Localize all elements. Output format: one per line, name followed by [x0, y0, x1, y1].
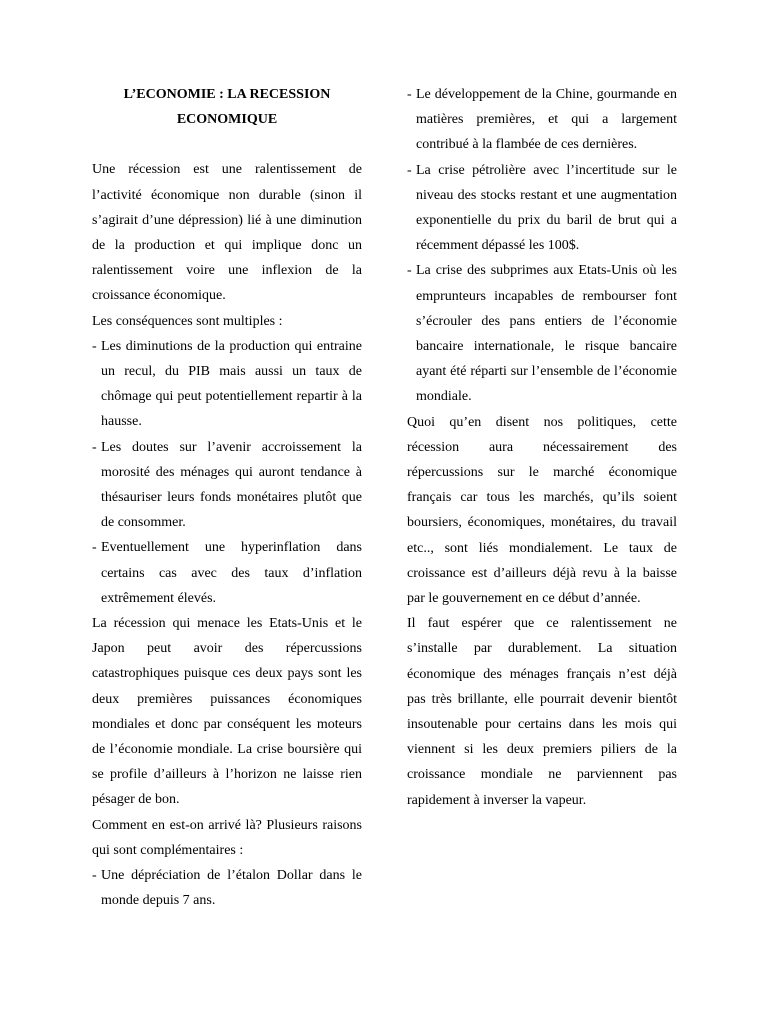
consequence-item: [92, 334, 362, 435]
reason-item: [407, 258, 677, 409]
reason-text: La crise des subprimes aux Etats-Unis où les emprunteurs incapables de rembourser font s’écrouler des pans entiers de l’économie bancaire internationale, le risque bancaire ayant été réparti sur l’ensemble de l’économie mondiale.: [416, 263, 677, 405]
recession-paragraph: La récession qui menace les Etats-Unis et le Japon peut avoir des répercussions catastrophiques puisque ces deux pays sont les deux premières puissances économiques mondiales et donc par conséquent les moteurs de l’économie mondiale. La crise boursière qui se profile d’ailleurs à l’horizon ne laisse rien pésager de bon.: [92, 616, 362, 808]
right-column: [407, 82, 677, 813]
list-dash: -: [92, 439, 97, 455]
document-page: [0, 82, 768, 982]
list-dash: -: [92, 540, 97, 556]
consequence-item: [92, 435, 362, 536]
list-dash: -: [407, 263, 412, 279]
hope-paragraph: Il faut espérer que ce ralentissement ne s’installe par durablement. La situation économique des ménages français n’est déjà pas très brillante, elle pourrait devenir bientôt insoutenable pour certains dans les mois qui viennent si les deux premiers piliers de la croissance mondiale ne parviennent pas rapidement à inverser la vapeur.: [407, 616, 677, 808]
reason-item: [92, 863, 362, 913]
intro-paragraph: Une récession est une ralentissement de l’activité économique non durable (sinon il s’agirait d’une dépression) lié à une diminution de la production et qui implique donc un ralentissement voire une inflexion de la croissance économique.: [92, 162, 362, 304]
consequence-text: Les doutes sur l’avenir accroissement la morosité des ménages qui auront tendance à thésauriser leurs fonds monétaires plutôt que de consommer.: [101, 439, 362, 531]
consequence-text: Les diminutions de la production qui entraine un recul, du PIB mais aussi un taux de chômage qui peut potentiellement repartir à la hausse.: [101, 338, 362, 430]
reason-item: [407, 82, 677, 158]
question-paragraph: Comment en est-on arrivé là? Plusieurs raisons qui sont complémentaires :: [92, 817, 362, 858]
reason-item: [407, 158, 677, 259]
reason-text: Le développement de la Chine, gourmande en matières premières, et qui a largement contribué à la flambée de ces dernières.: [416, 87, 677, 153]
consequence-text: Eventuellement une hyperinflation dans certains cas avec des taux d’inflation extrêmement élevés.: [101, 540, 362, 606]
consequences-heading: Les conséquences sont multiples :: [92, 313, 283, 329]
list-dash: -: [92, 338, 97, 354]
list-dash: -: [407, 162, 412, 178]
title-line-1: L’ECONOMIE : LA RECESSION: [123, 87, 331, 102]
list-dash: -: [407, 87, 412, 102]
consequence-item: [92, 535, 362, 611]
politics-paragraph: Quoi qu’en disent nos politiques, cette récession aura nécessairement des répercussions sur le marché économique français car tous les marchés, qu’ils soient boursiers, économiques, monétaires, du travail etc.., sont liés mondialement. Le taux de croissance est d’ailleurs déjà revu à la baisse par le gouvernement en ce début d’année.: [407, 414, 677, 607]
left-column: [92, 82, 362, 914]
article-title: [92, 82, 362, 132]
reason-text: Une dépréciation de l’étalon Dollar dans le monde depuis 7 ans.: [101, 868, 362, 909]
reason-text: La crise pétrolière avec l’incertitude sur le niveau des stocks restant et une augmentation exponentielle du prix du baril de brut qui a récemment dépassé les 100$.: [416, 162, 677, 254]
title-line-2: ECONOMIQUE: [176, 112, 278, 128]
list-dash: -: [92, 868, 97, 884]
